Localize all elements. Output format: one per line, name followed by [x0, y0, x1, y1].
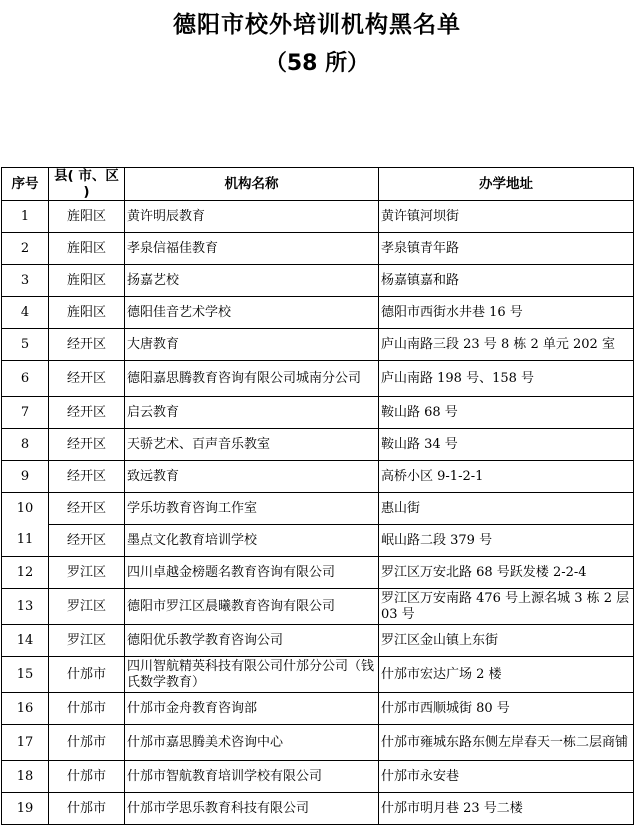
row-district: 什邡市	[49, 657, 125, 693]
document-title: 德阳市校外培训机构黑名单	[173, 12, 461, 38]
row-institution-name: 什邡市金舟教育咨询部	[125, 693, 379, 725]
table-row	[2, 265, 634, 297]
row-address: 庐山南路 198 号、158 号	[379, 361, 634, 397]
row-index: 4	[2, 297, 49, 329]
row-address: 惠山街	[379, 493, 634, 525]
row-address: 什邡市明月巷 23 号二楼	[379, 793, 634, 825]
table-header-row	[2, 168, 634, 201]
row-address: 孝泉镇青年路	[379, 233, 634, 265]
row-institution-name: 致远教育	[125, 461, 379, 493]
row-index: 12	[2, 557, 49, 589]
row-district: 罗江区	[49, 557, 125, 589]
row-district: 旌阳区	[49, 201, 125, 233]
row-index: 13	[2, 589, 49, 625]
row-district: 经开区	[49, 461, 125, 493]
row-index: 2	[2, 233, 49, 265]
row-district: 什邡市	[49, 725, 125, 761]
table-row	[2, 625, 634, 657]
row-institution-name: 墨点文化教育培训学校	[125, 525, 379, 557]
row-district: 旌阳区	[49, 265, 125, 297]
table-row	[2, 493, 634, 525]
row-institution-name: 德阳佳音艺术学校	[125, 297, 379, 329]
row-index: 14	[2, 625, 49, 657]
row-institution-name: 大唐教育	[125, 329, 379, 361]
row-institution-name: 德阳市罗江区晨曦教育咨询有限公司	[125, 589, 379, 625]
row-institution-name: 学乐坊教育咨询工作室	[125, 493, 379, 525]
row-institution-name: 扬嘉艺校	[125, 265, 379, 297]
table-row	[2, 297, 634, 329]
row-address: 高桥小区 9-1-2-1	[379, 461, 634, 493]
table-row	[2, 361, 634, 397]
row-index: 7	[2, 397, 49, 429]
row-institution-name: 德阳嘉思腾教育咨询有限公司城南分公司	[125, 361, 379, 397]
row-address: 鞍山路 34 号	[379, 429, 634, 461]
table-row	[2, 201, 634, 233]
row-institution-name: 黄许明辰教育	[125, 201, 379, 233]
row-index: 8	[2, 429, 49, 461]
row-index: 16	[2, 693, 49, 725]
table-row	[2, 329, 634, 361]
row-institution-name: 孝泉信福佳教育	[125, 233, 379, 265]
table-row	[2, 461, 634, 493]
table-row	[2, 429, 634, 461]
row-address: 什邡市永安巷	[379, 761, 634, 793]
row-district: 经开区	[49, 397, 125, 429]
row-address: 杨嘉镇嘉和路	[379, 265, 634, 297]
table-row	[2, 589, 634, 625]
table-row	[2, 761, 634, 793]
row-institution-name: 什邡市学思乐教育科技有限公司	[125, 793, 379, 825]
row-address: 罗江区万安南路 476 号上源名城 3 栋 2 层 03 号	[379, 589, 634, 625]
row-district: 旌阳区	[49, 297, 125, 329]
row-index: 6	[2, 361, 49, 397]
row-address: 罗江区万安北路 68 号跃发楼 2-2-4	[379, 557, 634, 589]
row-district: 经开区	[49, 429, 125, 461]
row-district: 什邡市	[49, 693, 125, 725]
row-index: 11	[2, 525, 49, 557]
table-row	[2, 233, 634, 265]
row-district: 罗江区	[49, 589, 125, 625]
row-district: 经开区	[49, 525, 125, 557]
row-address: 什邡市雍城东路东侧左岸春天一栋二层商铺	[379, 725, 634, 761]
document-subtitle: （58 所）	[264, 51, 370, 76]
row-index: 18	[2, 761, 49, 793]
row-institution-name: 启云教育	[125, 397, 379, 429]
table-row	[2, 657, 634, 693]
row-index: 10	[2, 493, 49, 525]
table-row	[2, 793, 634, 825]
row-address: 德阳市西街水井巷 16 号	[379, 297, 634, 329]
row-institution-name: 四川卓越金榜题名教育咨询有限公司	[125, 557, 379, 589]
row-index: 17	[2, 725, 49, 761]
table-row	[2, 397, 634, 429]
row-address: 岷山路二段 379 号	[379, 525, 634, 557]
row-institution-name: 四川智航精英科技有限公司什邡分公司（钱氏数学教育）	[125, 657, 379, 693]
row-institution-name: 天骄艺术、百声音乐教室	[125, 429, 379, 461]
row-address: 什邡市宏达广场 2 楼	[379, 657, 634, 693]
row-index: 19	[2, 793, 49, 825]
row-district: 旌阳区	[49, 233, 125, 265]
row-address: 庐山南路三段 23 号 8 栋 2 单元 202 室	[379, 329, 634, 361]
row-district: 经开区	[49, 493, 125, 525]
header-address: 办学地址	[379, 168, 634, 201]
row-index: 5	[2, 329, 49, 361]
row-index: 15	[2, 657, 49, 693]
row-address: 什邡市西顺城街 80 号	[379, 693, 634, 725]
row-district: 罗江区	[49, 625, 125, 657]
row-index: 9	[2, 461, 49, 493]
row-index: 3	[2, 265, 49, 297]
row-address: 鞍山路 68 号	[379, 397, 634, 429]
row-district: 经开区	[49, 361, 125, 397]
blacklist-table	[1, 167, 634, 825]
row-district: 什邡市	[49, 793, 125, 825]
row-institution-name: 什邡市嘉思腾美术咨询中心	[125, 725, 379, 761]
table-row	[2, 557, 634, 589]
row-address: 黄许镇河坝街	[379, 201, 634, 233]
table-row	[2, 693, 634, 725]
header-index: 序号	[2, 168, 49, 201]
header-institution-name: 机构名称	[125, 168, 379, 201]
header-district: 县( 市、区 )	[49, 168, 125, 201]
row-district: 什邡市	[49, 761, 125, 793]
row-district: 经开区	[49, 329, 125, 361]
row-institution-name: 德阳优乐教学教育咨询公司	[125, 625, 379, 657]
table-row	[2, 725, 634, 761]
row-institution-name: 什邡市智航教育培训学校有限公司	[125, 761, 379, 793]
table-row	[2, 525, 634, 557]
row-index: 1	[2, 201, 49, 233]
row-address: 罗江区金山镇上东街	[379, 625, 634, 657]
